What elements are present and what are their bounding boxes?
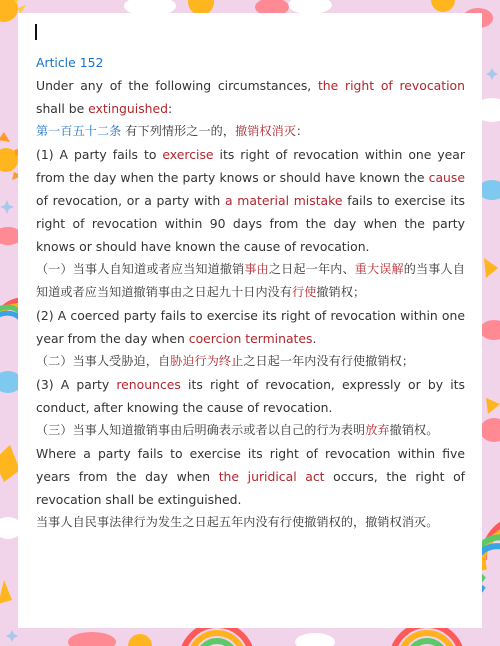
- item-1-cn: （一）当事人自知道或者应当知道撤销事由之日起一年内、重大误解的当事人自知道或者应当知道撤销事由之日起九十日内没有行使撤销权；: [36, 262, 466, 299]
- intro-en: Under any of the following circumstances, the right of revocation shall be extinguished:: [36, 78, 465, 116]
- highlight-term: 事由: [244, 262, 269, 276]
- item-2-en: (2) A coerced party fails to exercise its right of revocation within one year from the day when coercion terminates.: [36, 308, 465, 346]
- document-page: [18, 13, 482, 628]
- highlight-term: exercise: [162, 147, 214, 162]
- highlight-term: cause: [428, 170, 465, 185]
- sun-icon: [128, 634, 152, 646]
- highlight-term: 胁迫行为终止: [170, 354, 244, 368]
- text-cursor: [35, 24, 37, 40]
- article-heading-cn: 第一百五十二条: [36, 124, 122, 138]
- highlight-term: a material mistake: [224, 193, 343, 208]
- closing-cn: 当事人自民事法律行为发生之日起五年内没有行使撤销权的，撤销权消灭。: [36, 515, 439, 529]
- highlight-term: extinguished: [88, 101, 169, 116]
- article-heading-en: Article 152: [36, 55, 104, 70]
- item-3-en: (3) A party renounces its right of revocation, expressly or by its conduct, after knowing the cause of revocation.: [36, 377, 465, 415]
- item-1-en: (1) A party fails to exercise its right of revocation within one year from the day when the party knows or should have known the cause of revocation, or a party with a material mistake fails to exercise its right of revocation within 90 days from the day when the party knows or should have known the cause of revocation.: [36, 147, 466, 254]
- intro-cn: 第一百五十二条 有下列情形之一的，撤销权消灭：: [36, 124, 309, 138]
- highlight-term: 撤销权消灭: [235, 124, 297, 138]
- highlight-term: the juridical act: [218, 469, 325, 484]
- highlight-term: 重大误解: [354, 262, 404, 276]
- closing-en: Where a party fails to exercise its right of revocation within five years from the day when the juridical act occurs, the right of revocation shall be extinguished.: [36, 446, 466, 507]
- highlight-term: coercion terminates: [188, 331, 313, 346]
- article-content: [36, 51, 465, 534]
- highlight-term: 放弃: [365, 423, 390, 437]
- rainbow-icon: [0, 300, 20, 348]
- highlight-term: the right of revocation: [317, 78, 465, 93]
- highlight-term: 行使: [292, 285, 317, 299]
- highlight-term: renounces: [116, 377, 181, 392]
- item-3-cn: （三）当事人知道撤销事由后明确表示或者以自己的行为表明放弃撤销权。: [36, 423, 439, 437]
- item-2-cn: （二）当事人受胁迫，自胁迫行为终止之日起一年内没有行使撤销权；: [36, 354, 415, 368]
